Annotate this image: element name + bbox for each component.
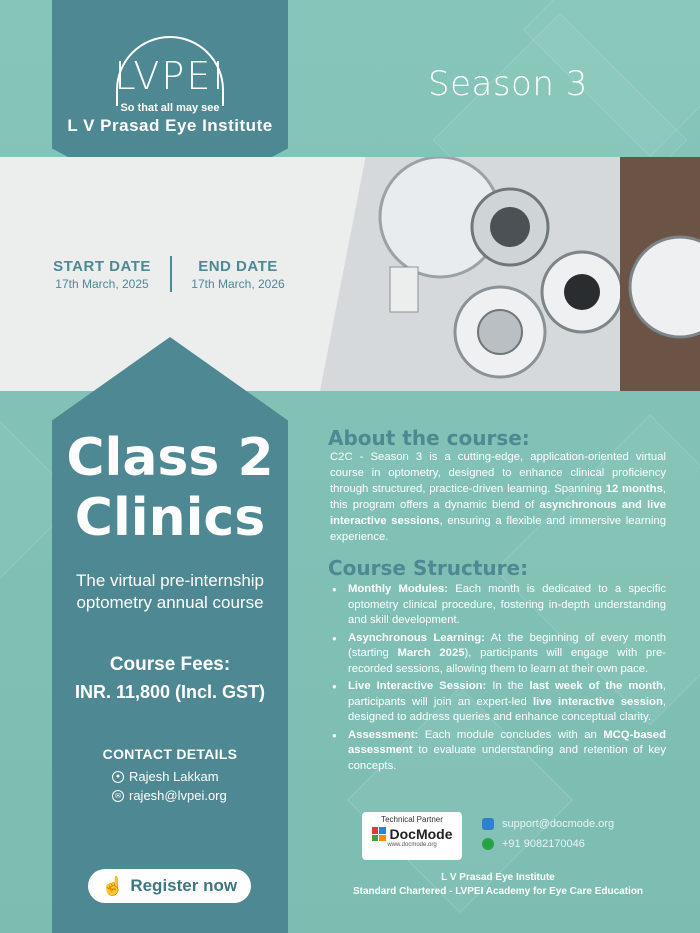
- support-phone[interactable]: +91 9082170046: [502, 838, 585, 850]
- start-date-title: START DATE: [53, 258, 151, 275]
- mail-icon: [482, 818, 494, 830]
- hand-pointer-icon: ☝: [101, 875, 125, 896]
- support-email[interactable]: support@docmode.org: [502, 818, 615, 830]
- start-date-value: 17th March, 2025: [55, 277, 149, 291]
- fees-value: INR. 11,800 (Incl. GST): [74, 682, 266, 702]
- end-date-title: END DATE: [198, 258, 278, 275]
- about-text-part: , this program offers a dynamic blend of: [330, 483, 666, 511]
- end-date: [186, 258, 290, 291]
- course-subtitle-line2: optometry annual course: [76, 593, 264, 612]
- about-bold-sessions: asynchronous and live interactive sessions: [330, 499, 666, 527]
- structure-list: [330, 582, 666, 776]
- partner-name: DocMode: [389, 826, 453, 842]
- register-button[interactable]: [88, 869, 251, 903]
- season-label: Season 3: [428, 64, 588, 104]
- item-lead: Assessment:: [348, 728, 419, 741]
- docmode-logo-icon: [372, 827, 386, 841]
- start-date: [50, 258, 154, 291]
- support-email-row[interactable]: [482, 818, 614, 830]
- item-text: to evaluate understanding and retention of key concepts.: [348, 744, 666, 772]
- item-bold: last week of the month: [529, 680, 663, 692]
- phoropter-photo: [320, 157, 700, 391]
- mail-icon: ✉: [112, 790, 124, 802]
- footer-line1: L V Prasad Eye Institute: [441, 872, 555, 883]
- item-text: In the: [486, 680, 530, 692]
- about-text-part: C2C - Season 3 is a cutting-edge, application-oriented virtual course in optometry, designed to enhance clinical proficiency through structured, practice-driven learning. Spanning: [330, 451, 666, 495]
- partner-name-row: [362, 826, 462, 842]
- list-item: [330, 728, 666, 775]
- item-text: Each module concludes with an: [418, 728, 604, 741]
- partner-label: Technical Partner: [381, 815, 443, 824]
- list-item: [330, 631, 666, 678]
- item-text: At the beginning of every month (starting: [348, 631, 666, 659]
- course-title-line2: Clinics: [74, 488, 266, 548]
- technical-partner-card[interactable]: [362, 812, 462, 860]
- whatsapp-icon: [482, 838, 494, 850]
- course-panel: [52, 337, 288, 933]
- contact-heading: CONTACT DETAILS: [102, 746, 238, 762]
- item-lead: Asynchronous Learning:: [348, 631, 485, 644]
- contact-email[interactable]: rajesh@lvpei.org: [129, 788, 227, 803]
- list-item: [330, 582, 666, 629]
- logo-tagline: So that all may see: [120, 102, 220, 114]
- contact-name: Rajesh Lakkam: [129, 769, 219, 784]
- about-heading: About the course:: [328, 426, 530, 450]
- register-label: Register now: [130, 876, 238, 895]
- course-title-line1: Class 2: [66, 428, 274, 488]
- footer-line2: Standard Chartered - LVPEI Academy for Eye Care Education: [352, 886, 644, 897]
- course-title: [52, 428, 288, 548]
- item-text: , designed to address queries and enhance conceptual clarity.: [348, 695, 666, 723]
- end-date-value: 17th March, 2026: [191, 277, 285, 291]
- item-lead: Live Interactive Session:: [348, 680, 487, 692]
- date-divider: [170, 256, 172, 292]
- item-bold: March 2025: [397, 647, 465, 659]
- fees-label: Course Fees:: [109, 654, 231, 675]
- list-item: [330, 679, 666, 726]
- structure-heading: Course Structure:: [328, 556, 529, 580]
- item-bold: live interactive session: [532, 695, 663, 708]
- item-text: ), participants will engage with pre-recorded sessions, allowing them to learn at their own pace.: [348, 647, 667, 675]
- item-text: Each month is dedicated to a specific optometry clinical procedure, fostering in-depth understanding and skill development.: [348, 583, 666, 626]
- item-text: , participants will join an expert-led: [348, 680, 667, 708]
- item-bold: MCQ-based assessment: [348, 728, 666, 756]
- support-phone-row[interactable]: [482, 838, 585, 850]
- course-subtitle: [52, 570, 288, 614]
- item-lead: Monthly Modules:: [348, 583, 449, 595]
- contact-name-row: [112, 769, 219, 784]
- person-icon: ●: [112, 771, 124, 783]
- about-text: [330, 449, 666, 545]
- about-bold-months: 12 months: [605, 483, 663, 495]
- about-text-part: , ensuring a flexible and immersive learning experience.: [330, 515, 666, 543]
- partner-url: www.docmode.org: [387, 842, 437, 848]
- logo-mark: LVPEI: [114, 54, 226, 98]
- contact-email-row[interactable]: [112, 788, 227, 803]
- phoropter-illustration: [320, 157, 700, 391]
- logo-name: L V Prasad Eye Institute: [67, 116, 273, 135]
- course-subtitle-line1: The virtual pre-internship: [75, 571, 265, 590]
